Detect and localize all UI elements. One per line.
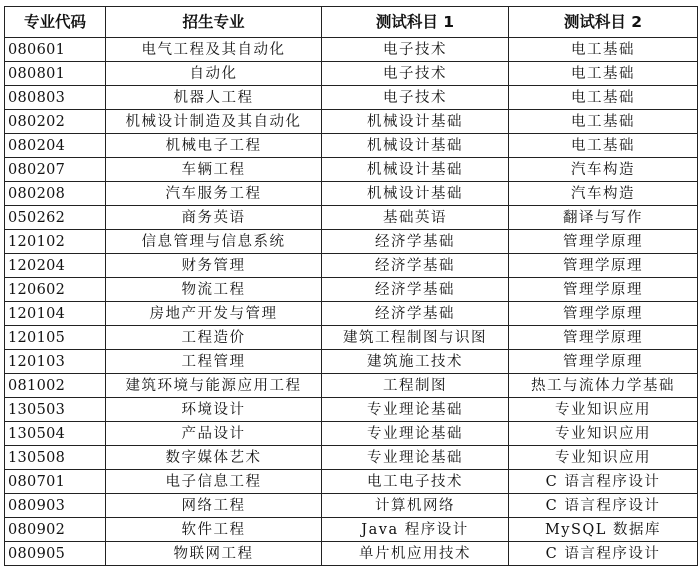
cell-code: 120104: [5, 302, 106, 326]
cell-subject1: 机械设计基础: [322, 182, 509, 206]
cell-major: 机械设计制造及其自动化: [106, 110, 322, 134]
header-subject2: 测试科目 2: [509, 7, 698, 38]
cell-code: 120204: [5, 254, 106, 278]
cell-code: 130504: [5, 422, 106, 446]
cell-major: 网络工程: [106, 494, 322, 518]
table-body: [5, 38, 698, 566]
cell-subject1: 经济学基础: [322, 302, 509, 326]
cell-subject1: 工程制图: [322, 374, 509, 398]
cell-code: 080207: [5, 158, 106, 182]
cell-subject2: C 语言程序设计: [509, 542, 698, 566]
cell-subject2: 电工基础: [509, 110, 698, 134]
cell-subject1: 电工电子技术: [322, 470, 509, 494]
cell-subject2: 专业知识应用: [509, 398, 698, 422]
admission-subjects-table: [4, 6, 698, 566]
table-row: [5, 422, 698, 446]
cell-subject1: 专业理论基础: [322, 446, 509, 470]
table-row: [5, 374, 698, 398]
cell-major: 环境设计: [106, 398, 322, 422]
table-row: [5, 494, 698, 518]
cell-subject2: 汽车构造: [509, 182, 698, 206]
cell-major: 机械电子工程: [106, 134, 322, 158]
table-row: [5, 302, 698, 326]
cell-subject1: 建筑施工技术: [322, 350, 509, 374]
table-row: [5, 446, 698, 470]
cell-subject2: 管理学原理: [509, 350, 698, 374]
cell-subject1: 电子技术: [322, 38, 509, 62]
cell-code: 080803: [5, 86, 106, 110]
table-row: [5, 182, 698, 206]
cell-subject1: 机械设计基础: [322, 158, 509, 182]
table-row: [5, 254, 698, 278]
cell-major: 商务英语: [106, 206, 322, 230]
header-major: 招生专业: [106, 7, 322, 38]
header-code: 专业代码: [5, 7, 106, 38]
cell-major: 工程造价: [106, 326, 322, 350]
cell-major: 电子信息工程: [106, 470, 322, 494]
cell-major: 信息管理与信息系统: [106, 230, 322, 254]
cell-subject2: 管理学原理: [509, 326, 698, 350]
cell-major: 产品设计: [106, 422, 322, 446]
cell-major: 财务管理: [106, 254, 322, 278]
table-row: [5, 542, 698, 566]
table-header: [5, 7, 698, 38]
cell-subject1: 机械设计基础: [322, 134, 509, 158]
cell-major: 电气工程及其自动化: [106, 38, 322, 62]
cell-subject1: 建筑工程制图与识图: [322, 326, 509, 350]
table-row: [5, 38, 698, 62]
cell-major: 建筑环境与能源应用工程: [106, 374, 322, 398]
table-row: [5, 110, 698, 134]
cell-major: 数字媒体艺术: [106, 446, 322, 470]
table-row: [5, 278, 698, 302]
cell-code: 130503: [5, 398, 106, 422]
cell-major: 软件工程: [106, 518, 322, 542]
header-row: [5, 7, 698, 38]
cell-code: 080701: [5, 470, 106, 494]
cell-major: 物联网工程: [106, 542, 322, 566]
cell-code: 080204: [5, 134, 106, 158]
header-subject1: 测试科目 1: [322, 7, 509, 38]
cell-code: 120602: [5, 278, 106, 302]
cell-subject1: 经济学基础: [322, 278, 509, 302]
table-row: [5, 350, 698, 374]
cell-code: 080905: [5, 542, 106, 566]
cell-subject1: Java 程序设计: [322, 518, 509, 542]
cell-code: 050262: [5, 206, 106, 230]
cell-subject2: MySQL 数据库: [509, 518, 698, 542]
table-row: [5, 158, 698, 182]
cell-subject2: 电工基础: [509, 86, 698, 110]
cell-code: 080902: [5, 518, 106, 542]
table-row: [5, 326, 698, 350]
table-row: [5, 470, 698, 494]
cell-code: 080801: [5, 62, 106, 86]
cell-major: 车辆工程: [106, 158, 322, 182]
cell-code: 081002: [5, 374, 106, 398]
cell-subject1: 机械设计基础: [322, 110, 509, 134]
table-row: [5, 134, 698, 158]
cell-subject2: 电工基础: [509, 38, 698, 62]
cell-major: 物流工程: [106, 278, 322, 302]
cell-code: 120105: [5, 326, 106, 350]
cell-subject2: C 语言程序设计: [509, 494, 698, 518]
cell-subject2: C 语言程序设计: [509, 470, 698, 494]
cell-subject2: 专业知识应用: [509, 422, 698, 446]
cell-subject2: 专业知识应用: [509, 446, 698, 470]
cell-code: 080903: [5, 494, 106, 518]
cell-subject1: 计算机网络: [322, 494, 509, 518]
table-row: [5, 230, 698, 254]
cell-subject1: 基础英语: [322, 206, 509, 230]
cell-subject2: 翻译与写作: [509, 206, 698, 230]
cell-code: 080208: [5, 182, 106, 206]
table-row: [5, 62, 698, 86]
cell-code: 080202: [5, 110, 106, 134]
cell-subject1: 单片机应用技术: [322, 542, 509, 566]
cell-subject2: 电工基础: [509, 134, 698, 158]
cell-major: 机器人工程: [106, 86, 322, 110]
table-row: [5, 518, 698, 542]
cell-subject2: 管理学原理: [509, 230, 698, 254]
cell-code: 080601: [5, 38, 106, 62]
cell-subject2: 管理学原理: [509, 302, 698, 326]
cell-subject2: 热工与流体力学基础: [509, 374, 698, 398]
cell-subject2: 电工基础: [509, 62, 698, 86]
cell-subject1: 电子技术: [322, 62, 509, 86]
cell-code: 120102: [5, 230, 106, 254]
cell-major: 房地产开发与管理: [106, 302, 322, 326]
cell-code: 130508: [5, 446, 106, 470]
cell-code: 120103: [5, 350, 106, 374]
cell-subject1: 电子技术: [322, 86, 509, 110]
cell-subject2: 汽车构造: [509, 158, 698, 182]
table-row: [5, 206, 698, 230]
cell-major: 汽车服务工程: [106, 182, 322, 206]
table-row: [5, 86, 698, 110]
cell-subject1: 专业理论基础: [322, 422, 509, 446]
cell-subject2: 管理学原理: [509, 254, 698, 278]
cell-subject2: 管理学原理: [509, 278, 698, 302]
cell-subject1: 经济学基础: [322, 254, 509, 278]
cell-major: 自动化: [106, 62, 322, 86]
cell-subject1: 经济学基础: [322, 230, 509, 254]
cell-major: 工程管理: [106, 350, 322, 374]
table-row: [5, 398, 698, 422]
cell-subject1: 专业理论基础: [322, 398, 509, 422]
